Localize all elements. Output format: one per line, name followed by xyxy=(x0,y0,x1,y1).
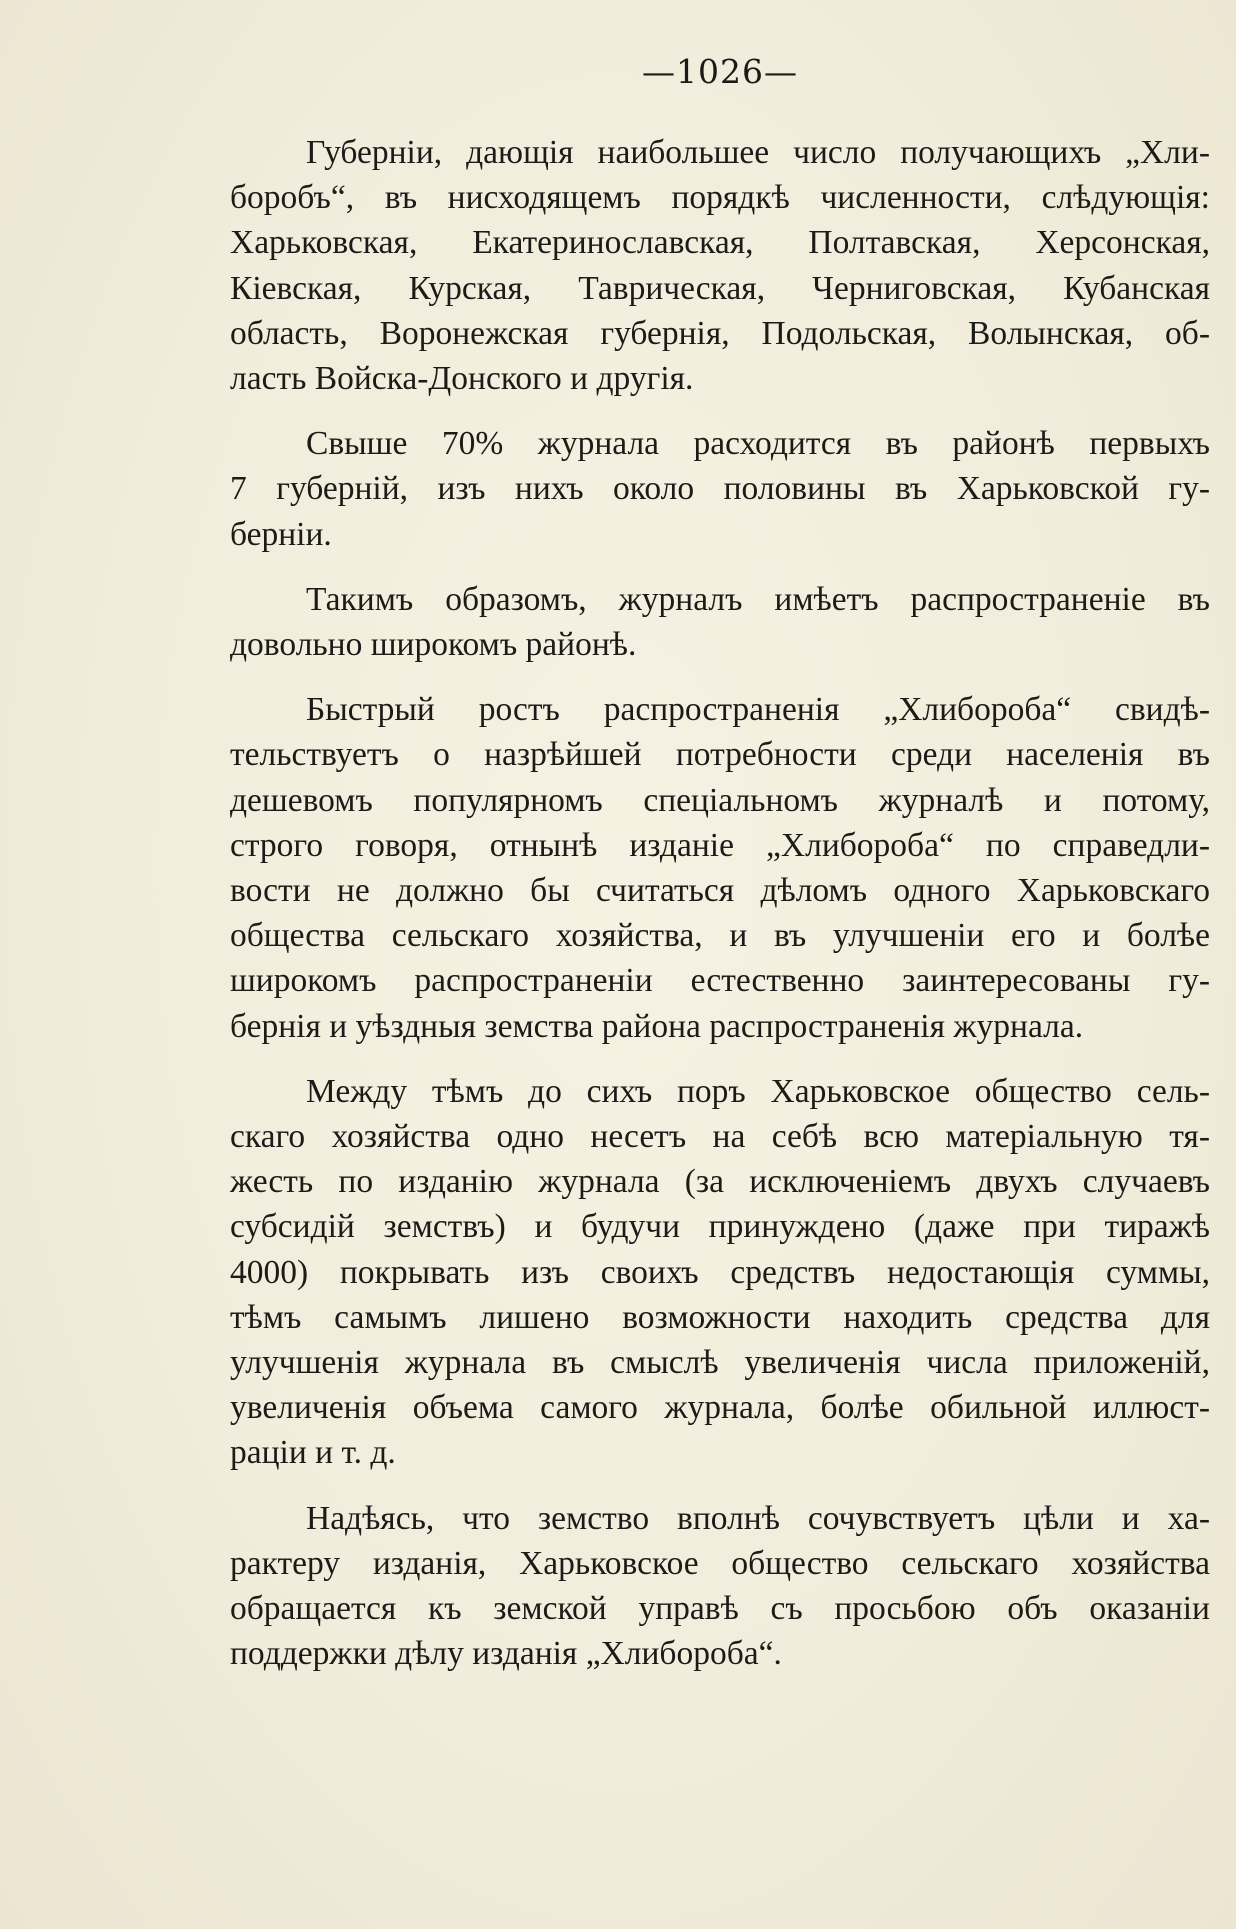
text-line: поддержки дѣлу изданія „Хлибороба“. xyxy=(230,1635,782,1673)
text-line: Кіевская, Курская, Таврическая, Черниговская, Кубанская xyxy=(230,269,1210,307)
text-line: скаго хозяйства одно несетъ на себѣ всю матеріальную тя- xyxy=(230,1118,1210,1156)
text-line: Быстрый ростъ распространенія „Хлибороба“ свидѣ- xyxy=(306,691,1210,729)
text-line: бернія и уѣздныя земства района распространенія журнала. xyxy=(230,1007,1084,1045)
text-line: обращается къ земской управѣ съ просьбою объ оказаніи xyxy=(230,1590,1210,1628)
paragraph-1 xyxy=(230,130,1210,401)
text-line: Надѣясь, что земство вполнѣ сочувствуетъ цѣли и ха- xyxy=(306,1499,1210,1537)
text-line: дешевомъ популярномъ спеціальномъ журналѣ и потому, xyxy=(230,781,1210,819)
text-line: ласть Войска-Донского и другія. xyxy=(230,360,694,398)
paragraph-4 xyxy=(230,687,1210,1049)
text-line: субсидій земствъ) и будучи принуждено (даже при тиражѣ xyxy=(230,1208,1210,1246)
text-line: строго говоря, отнынѣ изданіе „Хлибороба“ по справедли- xyxy=(230,826,1210,864)
text-line: широкомъ распространеніи естественно заинтересованы гу- xyxy=(230,962,1210,1000)
text-line: рактеру изданія, Харьковское общество сельскаго хозяйства xyxy=(230,1544,1210,1582)
text-line: боробъ“, въ нисходящемъ порядкѣ численности, слѣдующія: xyxy=(230,179,1210,217)
paragraph-5 xyxy=(230,1069,1210,1476)
text-line: область, Воронежская губернія, Подольская, Волынская, об- xyxy=(230,314,1210,352)
text-line: Харьковская, Екатеринославская, Полтавская, Херсонская, xyxy=(230,224,1210,262)
text-line: Такимъ образомъ, журналъ имѣетъ распространеніе въ xyxy=(306,580,1210,618)
text-line: берніи. xyxy=(230,515,332,553)
text-line: Свыше 70% журнала расходится въ районѣ первыхъ xyxy=(306,425,1210,463)
text-line: 7 губерній, изъ нихъ около половины въ Харьковской гу- xyxy=(230,470,1210,508)
text-line: увеличенія объема самого журнала, болѣе обильной иллюст- xyxy=(230,1389,1210,1427)
text-line: тѣмъ самымъ лишено возможности находить средства для xyxy=(230,1298,1210,1336)
text-line: жесть по изданію журнала (за исключеніемъ двухъ случаевъ xyxy=(230,1163,1210,1201)
text-line: довольно широкомъ районѣ. xyxy=(230,626,637,664)
paragraph-2 xyxy=(230,421,1210,557)
paragraph-3 xyxy=(230,577,1210,667)
page-number: —1026— xyxy=(642,52,798,91)
text-line: 4000) покрывать изъ своихъ средствъ недостающія суммы, xyxy=(230,1253,1210,1291)
text-line: улучшенія журнала въ смыслѣ увеличенія числа приложеній, xyxy=(230,1344,1210,1382)
text-line: раціи и т. д. xyxy=(230,1434,396,1472)
text-line: вости не должно бы считаться дѣломъ одного Харьковскаго xyxy=(230,872,1210,910)
text-line: Губерніи, дающія наибольшее число получающихъ „Хли- xyxy=(306,134,1210,171)
text-line: тельствуетъ о назрѣйшей потребности среди населенія въ xyxy=(230,736,1210,774)
text-line: Между тѣмъ до сихъ поръ Харьковское общество сель- xyxy=(306,1072,1210,1110)
text-line: общества сельскаго хозяйства, и въ улучшеніи его и болѣе xyxy=(230,917,1210,955)
body-text xyxy=(230,130,1210,1697)
paragraph-6 xyxy=(230,1496,1210,1677)
